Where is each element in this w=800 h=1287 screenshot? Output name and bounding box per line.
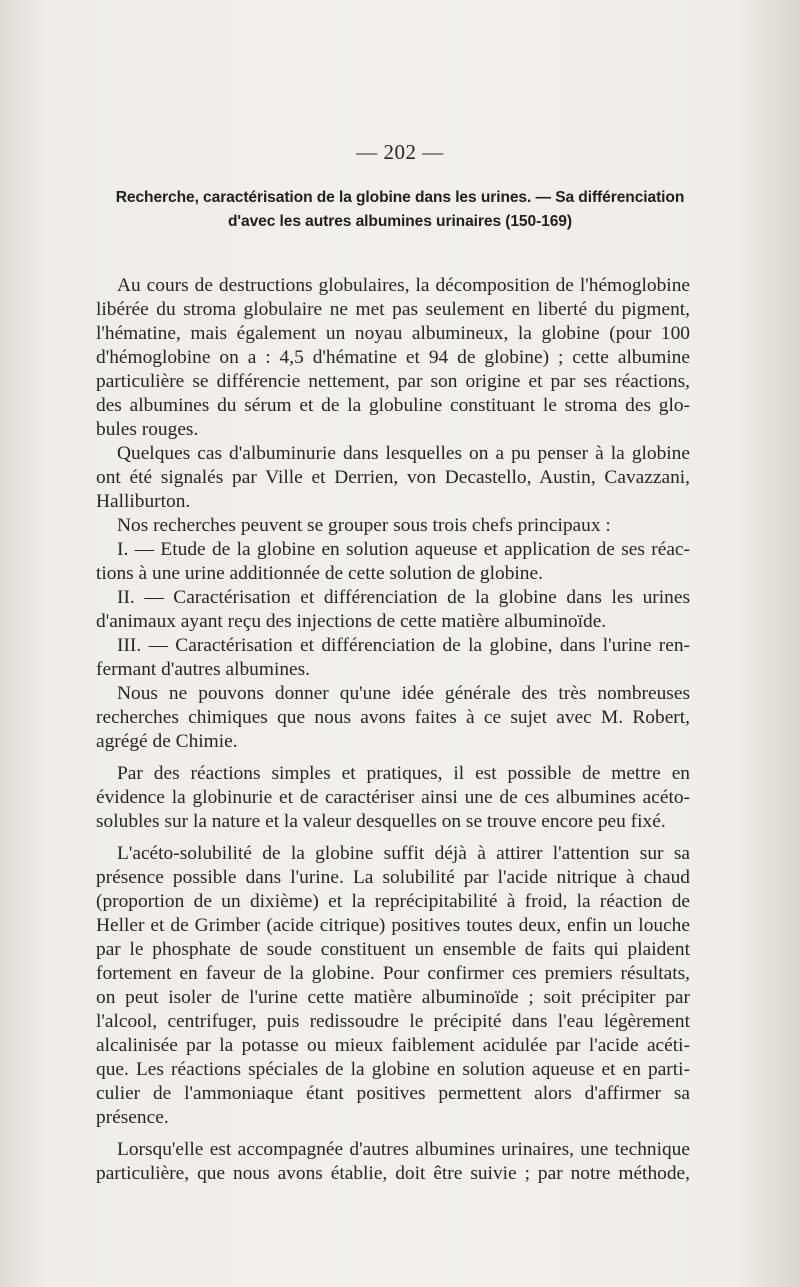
text-line: présence.	[96, 1107, 169, 1128]
heading-line-1: Recherche, caractérisation de la globine dans les urines. — Sa différenciation	[115, 189, 685, 206]
text-line: libérée du stroma globulaire ne met pas seulement en liberté du pigment,	[96, 299, 690, 320]
text-line: Quelques cas d'albuminurie dans lesquelles on a pu penser à la globine	[117, 443, 690, 464]
text-line: Nous ne pouvons donner qu'une idée générale des très nombreuses	[117, 683, 690, 704]
text-line: particulière se différencie nettement, par son origine et par ses réactions,	[96, 371, 690, 392]
text-line: des albumines du sérum et de la globuline constituant le stroma des glo-	[96, 395, 690, 416]
text-line: d'hémoglobine on a : 4,5 d'hématine et 94 de globine) ; cette albumine	[96, 347, 690, 368]
text-line: (proportion de un dixième) et la reprécipitabilité à froid, la réaction de	[96, 891, 690, 912]
text-line: l'hématine, mais également un noyau albumineux, la globine (pour 100	[96, 323, 690, 344]
text-line: présence possible dans l'urine. La solubilité par l'acide nitrique à chaud	[96, 867, 690, 888]
text-line: I. — Etude de la globine en solution aqueuse et application de ses réac-	[117, 539, 690, 560]
text-line: Au cours de destructions globulaires, la décomposition de l'hémoglobine	[117, 275, 690, 296]
text-line: fortement en faveur de la globine. Pour confirmer ces premiers résultats,	[96, 963, 690, 984]
text-line: que. Les réactions spéciales de la globine en solution aqueuse et en parti-	[96, 1059, 690, 1080]
text-line: par le phosphate de soude constituent un ensemble de faits qui plaident	[96, 939, 690, 960]
text-line: tions à une urine additionnée de cette solution de globine.	[96, 563, 543, 584]
text-line: III. — Caractérisation et différenciation de la globine, dans l'urine ren-	[117, 635, 690, 656]
text-line: Lorsqu'elle est accompagnée d'autres albumines urinaires, une technique	[117, 1139, 690, 1160]
text-line: culier de l'ammoniaque étant positives permettent alors d'affirmer sa	[96, 1083, 690, 1104]
text-line: ont été signalés par Ville et Derrien, von Decastello, Austin, Cavazzani,	[96, 467, 690, 488]
text-line: L'acéto-solubilité de la globine suffit déjà à attirer l'attention sur sa	[117, 843, 690, 864]
text-line: Heller et de Grimber (acide citrique) positives toutes deux, enfin un louche	[96, 915, 690, 936]
page-number: — 202 —	[356, 140, 444, 164]
text-line: bules rouges.	[96, 419, 199, 440]
text-line: agrégé de Chimie.	[96, 731, 238, 752]
text-line: fermant d'autres albumines.	[96, 659, 311, 680]
text-line: on peut isoler de l'urine cette matière albuminoïde ; soit précipiter par	[96, 987, 690, 1008]
text-line: solubles sur la nature et la valeur desquelles on se trouve encore peu fixé.	[96, 811, 666, 832]
text-line: II. — Caractérisation et différenciation de la globine dans les urines	[117, 587, 690, 608]
text-line: alcalinisée par la potasse ou mieux faiblement acidulée par l'acide acéti-	[96, 1035, 690, 1056]
text-line: recherches chimiques que nous avons faites à ce sujet avec M. Robert,	[96, 707, 690, 728]
text-line: Nos recherches peuvent se grouper sous trois chefs principaux :	[117, 515, 611, 536]
text-line: d'animaux ayant reçu des injections de cette matière albuminoïde.	[96, 611, 607, 632]
text-line: évidence la globinurie et de caractériser ainsi une de ces albumines acéto-	[96, 787, 690, 808]
text-line: Par des réactions simples et pratiques, il est possible de mettre en	[117, 763, 690, 784]
text-line: Halliburton.	[96, 491, 191, 512]
text-line: l'alcool, centrifuger, puis redissoudre le précipité dans l'eau légèrement	[96, 1011, 690, 1032]
heading-line-2: d'avec les autres albumines urinaires (150-169)	[228, 213, 572, 230]
text-line: particulière, que nous avons établie, doit être suivie ; par notre méthode,	[96, 1163, 690, 1184]
